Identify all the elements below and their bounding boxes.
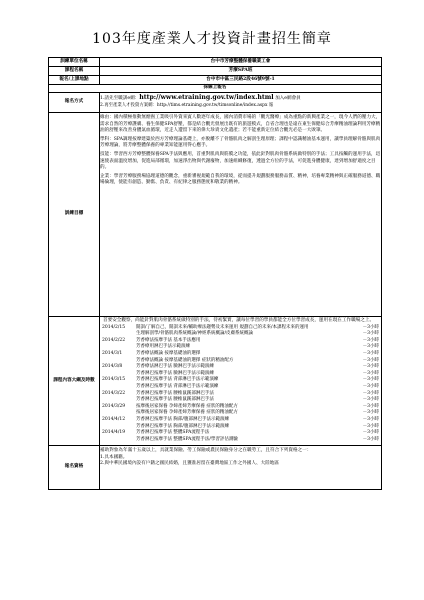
schedule-topic: 芳香療法淋巴手法 臉淋巴手法示範演練: [136, 364, 214, 370]
qualification-label: 報名資格: [49, 446, 100, 490]
training-para-theory: 學科：SPA調理按摩建築於西方芳療理論基礎上，亦脫離不了骨骼肌肉之解剖生理原理；課程中認識精油基本運用，讓學員理解骨骼與肌肉芳療理論，將芳療整體保養的專業知能運用得心應手。: [100, 136, 381, 149]
schedule-intro: 首要安全觀察，尚能針對肌肉骨骼系統做特別的手法，待初緊實，讓每位學習的學員都能全方位學習成長，運用在現在工作職場之上。: [103, 318, 375, 323]
schedule-row: [100, 344, 381, 351]
schedule-hours: －3小時: [362, 436, 379, 442]
schedule-date: [100, 410, 136, 417]
signup-line-2: 2.再至產業人才投資方案網：http://tims.etraining.gov.tw/timsonline/index.aspx 報: [100, 103, 274, 108]
training-goal-content: [100, 113, 382, 317]
schedule-hours: －3小時: [362, 416, 379, 422]
schedule-topic: 芳香療用淋巴手法示範演練: [136, 344, 190, 350]
signup-method-header: 採線上報名: [49, 85, 382, 93]
schedule-topic: 生理解剖學/骨骼肌肉系統概論/神經系統概論/皮膚系統概論: [136, 331, 254, 337]
schedule-hours: －3小時: [362, 430, 379, 436]
schedule-row: [100, 437, 381, 444]
schedule-row: [100, 351, 381, 358]
course-value: 芳療SPA班: [100, 67, 382, 76]
schedule-row: [100, 384, 381, 391]
schedule-row: [100, 364, 381, 371]
qualification-line: 1.具本國籍。: [100, 454, 128, 460]
schedule-topic: 芳香淋巴按摩手法 背部淋巴手法示範演練: [136, 377, 219, 383]
schedule-hours: －3小時: [362, 357, 379, 363]
schedule-hours: －3小時: [362, 350, 379, 356]
org-value: 台中市芳療整體保養職業工會: [100, 58, 382, 67]
schedule-row: [100, 397, 381, 404]
schedule-topic: 芳香淋巴按摩手法 胸部/腹部淋巴手法示範演練: [136, 416, 229, 422]
schedule-label: 課程內容大綱及時數: [49, 317, 100, 446]
schedule-content: [100, 317, 382, 446]
schedule-topic: 開訓/了解自己，開訓未來/輔助療法趨勢及未來運用 規劃自己的未來/本課程未來的運用: [136, 324, 309, 330]
schedule-hours: －3小時: [362, 377, 379, 383]
signup-line-1: [100, 95, 381, 103]
qualification-line: 補助對象為年滿十五歲以上，具就業保險、勞工保險或農民保險身分之在職勞工，且符合下列資格之一：: [100, 448, 312, 454]
schedule-date: 2014/3/1: [102, 350, 123, 356]
schedule-topic: 芳香淋巴按摩手法 整體SPA流程手法/學習評估測驗: [136, 436, 238, 442]
schedule-hours: －3小時: [362, 370, 379, 376]
page-title: 103年度產業人才投資計畫招生簡章: [92, 31, 332, 47]
schedule-topic: 芳香療法概論 按摩基礎油的選擇: [136, 350, 201, 356]
training-goal-label: 訓練目標: [49, 113, 100, 317]
enrollment-table: [48, 57, 382, 490]
schedule-topic: 芳香淋巴按摩手法 背部淋巴手法示範演練: [136, 383, 219, 389]
schedule-date: 2014/4/19: [102, 430, 126, 436]
schedule-hours: －3小時: [362, 324, 379, 330]
schedule-topic: 按摩後居家保養 孕婦產婦芳療保養 症狀的精油配方: [136, 403, 238, 409]
schedule-topic: 芳香淋巴按摩手法 腰椎鼠蹊部淋巴手法: [136, 397, 214, 403]
schedule-topic: 芳香淋巴按摩手法 臉淋巴手法示範演練: [136, 370, 214, 376]
schedule-row: [100, 417, 381, 424]
schedule-date: [100, 397, 136, 404]
schedule-date: 2014/3/15: [102, 377, 126, 383]
schedule-topic: 芳香療法概論 按摩基礎油的選擇 症狀的精油配方: [136, 357, 234, 363]
schedule-topic: 芳香淋巴按摩手法 胸部/腹部淋巴手法示範演練: [136, 423, 229, 429]
training-para-skill: 技能：學習西方芳療整體保養SPA手法與應用，首重對肌肉與筋膜之功能，依此針對肌肉骨骼系統做特別的手法；工具按觸的運用手法，迅速使表面溫度增加，促進局部循環，加速淨出物與代謝廢物，加速組織修復，透過全方位的手法，可促進身體健康，達到增加舒適度之目的。: [100, 151, 381, 171]
schedule-date: 2014/2/22: [102, 337, 126, 343]
schedule-hours: －3小時: [362, 337, 379, 343]
schedule-row: [100, 410, 381, 417]
schedule-row: [100, 430, 381, 437]
training-para-origin: 緣由：國內積極推動無煙囪工業吸引外資來賓人數逐年成長，國內消費市場的「觀光醫療」成為重點的新興產業之一，現今人們的壓力大，需求自然的芳療護膚、養生保健SPA舒壓，都是結合觀光發展出既有的旅遊模式，自省合理也是遠在東生保健綜合芳療精油理論利用芳療精油的舒壓來改善身體氣血循環，近走人遭留下來的偉大珍貴文化遺產；若不能重新定位結合觀光必是一大敗筆。: [100, 115, 381, 134]
schedule-topic: 按摩後居家保養 孕婦產婦芳療保養 症狀的精油配方: [136, 410, 238, 416]
schedule-date: [100, 344, 136, 351]
schedule-date: 2014/2/15: [102, 324, 126, 330]
schedule-hours: －3小時: [362, 383, 379, 389]
schedule-topic: 芳香淋巴按摩手法 整體SPA流程手法: [136, 430, 210, 436]
schedule-date: [100, 384, 136, 391]
training-para-enterprise: 企業：學習芳療服務場協理道德的觀念，重新審視規範自我的環境，從而提升規劃服務服務品質、精神，培養專業精神與正確服務道德、職場倫理，使能有創造、勤奮、負責、有紀律之服務態度和敬業的精神。: [100, 173, 381, 186]
schedule-table: [100, 325, 381, 444]
schedule-hours: －3小時: [362, 344, 379, 350]
schedule-date: [100, 331, 136, 338]
signup-line-1-prefix: 1.請先至職訓e網：: [100, 96, 140, 102]
org-label: 訓練單位名稱: [49, 58, 100, 67]
schedule-date: 2014/3/8: [102, 364, 123, 370]
schedule-row: [100, 377, 381, 384]
qualification-content: [100, 446, 382, 490]
schedule-topic: 芳香療法按摩手法 基本手法應用: [136, 337, 201, 343]
signup-instructions: [100, 93, 382, 113]
schedule-date: [100, 437, 136, 444]
schedule-hours: －3小時: [362, 397, 379, 403]
location-label: 報名/上課地點: [49, 76, 100, 85]
schedule-date: 2014/3/22: [102, 390, 126, 396]
signup-line-1-suffix: 加入e網會員: [275, 96, 301, 102]
location-value: 台中市中區三民路2段46號9號-1: [100, 76, 382, 85]
signup-label: 報名方式: [49, 93, 100, 113]
course-label: 課程名稱: [49, 67, 100, 76]
schedule-hours: －3小時: [362, 423, 379, 429]
schedule-topic: 芳香淋巴按摩手法 腰椎鼠蹊部淋巴手法: [136, 390, 214, 396]
schedule-date: 2014/4/12: [102, 416, 126, 422]
etraining-link[interactable]: http://www.etraining.gov.tw/index.html: [139, 94, 274, 102]
qualification-line: 2.與中華民國境內設有戶籍之國民結婚，且獲准居留在臺灣地區工作之外國人、大陸地區: [100, 461, 279, 467]
schedule-hours: －3小時: [362, 364, 379, 370]
schedule-row: [100, 331, 381, 338]
schedule-hours: －3小時: [362, 331, 379, 337]
schedule-hours: －3小時: [362, 390, 379, 396]
schedule-hours: －3小時: [362, 410, 379, 416]
schedule-hours: －3小時: [362, 403, 379, 409]
schedule-date: 2014/3/29: [102, 403, 126, 409]
